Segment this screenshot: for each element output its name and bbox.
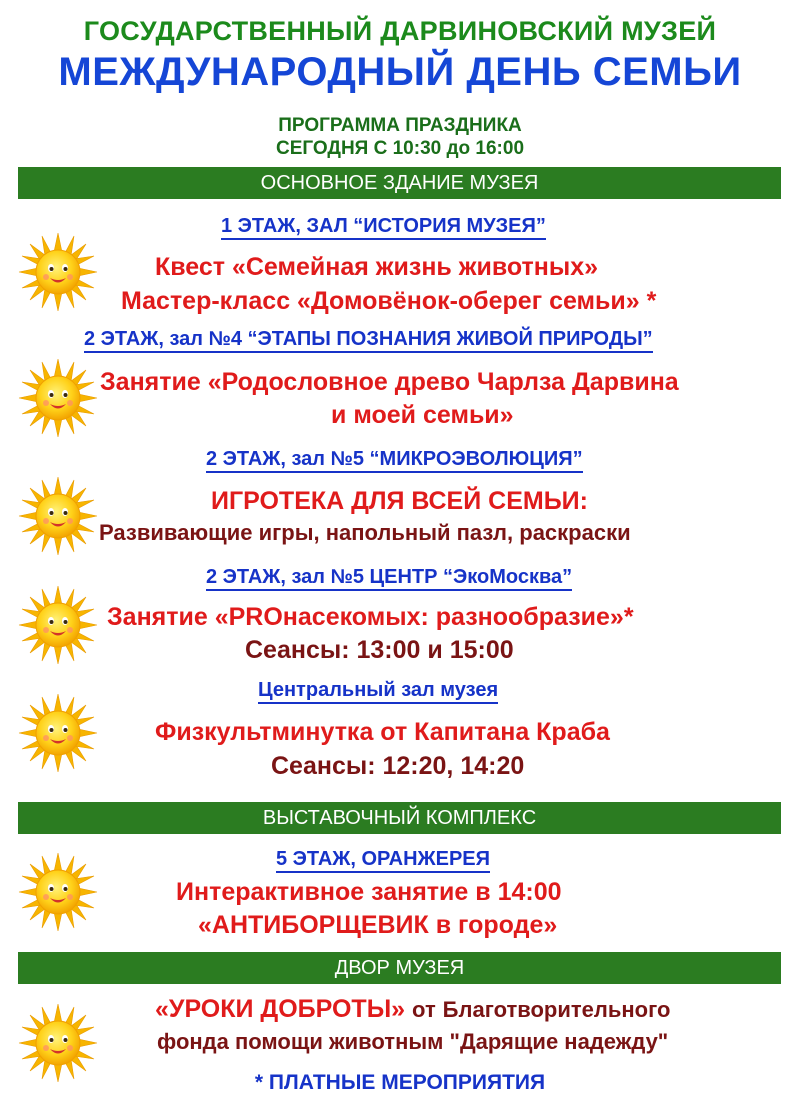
activity-title xyxy=(155,995,670,1024)
smiling-sun-icon xyxy=(18,852,98,932)
activity-title: Занятие «Родословное древо Чарлза Дарвина xyxy=(100,368,679,396)
location-label: 2 ЭТАЖ, зал №5 “МИКРОЭВОЛЮЦИЯ” xyxy=(206,448,583,471)
smiling-sun-icon xyxy=(18,232,98,312)
paid-events-note: * ПЛАТНЫЕ МЕРОПРИЯТИЯ xyxy=(254,1071,546,1094)
smiling-sun-icon xyxy=(18,358,98,438)
smiling-sun-icon xyxy=(18,476,98,556)
smiling-sun-icon xyxy=(18,585,98,665)
program-heading xyxy=(0,114,800,160)
activity-title: и моей семьи» xyxy=(331,401,514,429)
kindness-title: «УРОКИ ДОБРОТЫ» xyxy=(155,995,406,1023)
location-label: 1 ЭТАЖ, ЗАЛ “ИСТОРИЯ МУЗЕЯ” xyxy=(221,215,546,238)
program-label: ПРОГРАММА ПРАЗДНИКА xyxy=(278,115,522,136)
section-bar-exhibit: ВЫСТАВОЧНЫЙ КОМПЛЕКС xyxy=(18,802,781,834)
location-label: 5 ЭТАЖ, ОРАНЖЕРЕЯ xyxy=(276,848,490,871)
activity-title: Квест «Семейная жизнь животных» xyxy=(155,253,599,281)
activity-detail: фонда помощи животным "Дарящие надежду" xyxy=(157,1029,669,1054)
activity-title: Интерактивное занятие в 14:00 xyxy=(176,878,562,906)
kindness-from: от xyxy=(412,997,436,1022)
section-bar-yard: ДВОР МУЗЕЯ xyxy=(18,952,781,984)
activity-title: ИГРОТЕКА ДЛЯ ВСЕЙ СЕМЬИ: xyxy=(211,487,588,515)
event-title: МЕЖДУНАРОДНЫЙ ДЕНЬ СЕМЬИ xyxy=(58,50,742,94)
program-time: СЕГОДНЯ С 10:30 до 16:00 xyxy=(275,138,525,159)
smiling-sun-icon xyxy=(18,693,98,773)
activity-title: «АНТИБОРЩЕВИК в городе» xyxy=(198,911,558,939)
museum-name: ГОСУДАРСТВЕННЫЙ ДАРВИНОВСКИЙ МУЗЕЙ xyxy=(83,16,717,46)
location-label: Центральный зал музея xyxy=(258,679,498,702)
activity-detail: Сеансы: 13:00 и 15:00 xyxy=(245,636,514,664)
section-bar-main: ОСНОВНОЕ ЗДАНИЕ МУЗЕЯ xyxy=(18,167,781,199)
activity-detail: Развивающие игры, напольный пазл, раскраски xyxy=(99,520,631,545)
activity-title: Занятие «PROнасекомых: разнообразие»* xyxy=(107,603,634,631)
location-label: 2 ЭТАЖ, зал №5 ЦЕНТР “ЭкоМосква” xyxy=(206,566,572,589)
activity-detail: Сеансы: 12:20, 14:20 xyxy=(271,752,525,780)
kindness-foundation: Благотворительного xyxy=(442,997,671,1022)
activity-title: Физкультминутка от Капитана Краба xyxy=(155,718,610,746)
activity-title: Мастер-класс «Домовёнок-оберег семьи» * xyxy=(121,287,657,315)
location-label: 2 ЭТАЖ, зал №4 “ЭТАПЫ ПОЗНАНИЯ ЖИВОЙ ПРИРОДЫ” xyxy=(84,328,653,351)
